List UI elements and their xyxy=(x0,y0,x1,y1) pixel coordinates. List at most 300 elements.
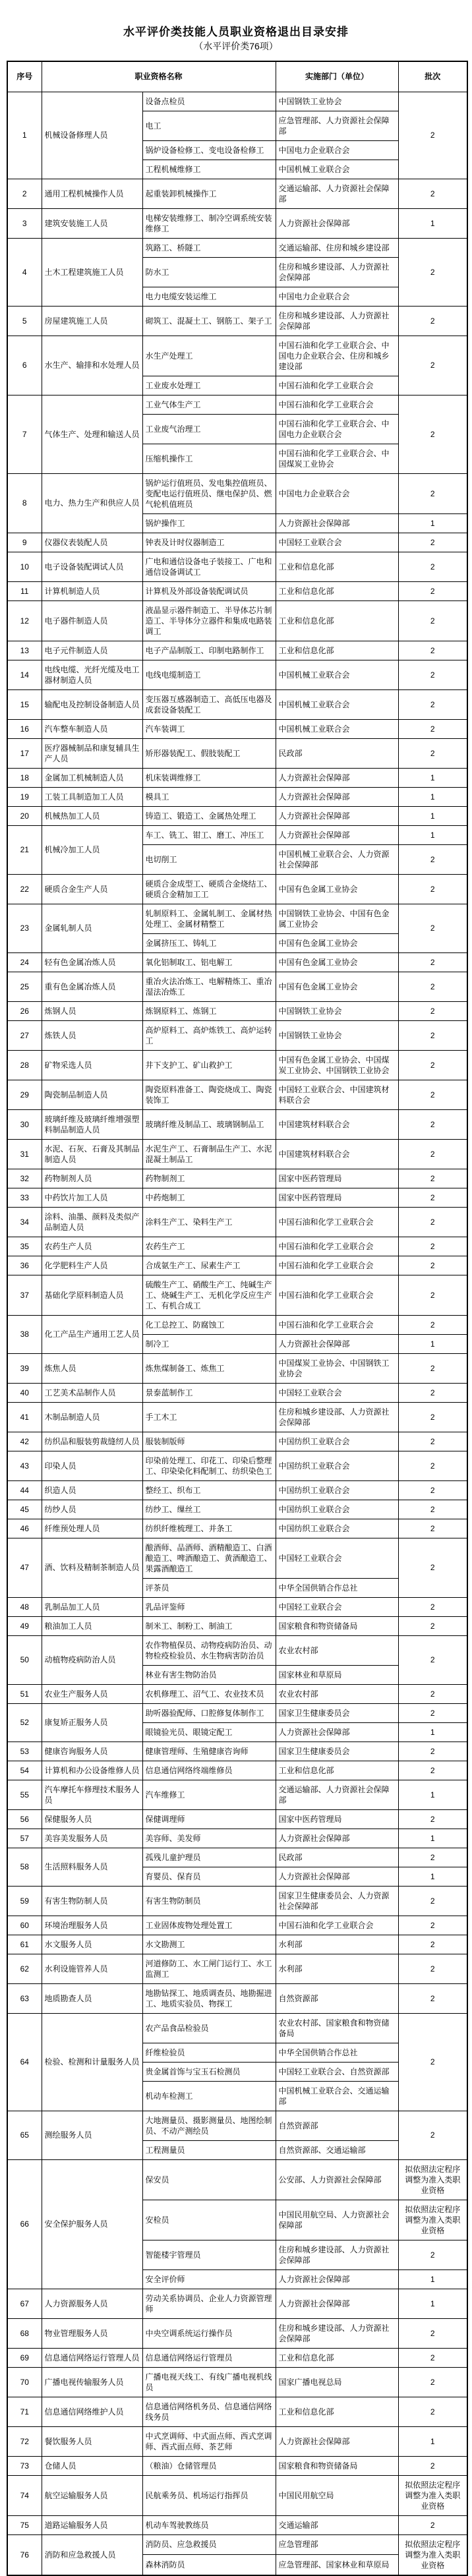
table-row xyxy=(7,2013,467,2043)
batch-cell: 1 xyxy=(398,1829,467,1848)
table-row xyxy=(7,1742,467,1761)
row-number-cell: 74 xyxy=(7,2475,42,2515)
row-number-cell: 70 xyxy=(7,2367,42,2397)
row-number-cell: 72 xyxy=(7,2426,42,2456)
department-cell: 中国纺织工业联合会 xyxy=(276,1500,398,1519)
batch-cell: 2 xyxy=(398,1538,467,1597)
department-cell: 中国石油和化学工业联合会、中国煤炭工业协会 xyxy=(276,444,398,473)
occupation-cell: 评茶员 xyxy=(142,1578,276,1597)
batch-cell: 2 xyxy=(398,1616,467,1635)
header-no: 序号 xyxy=(7,61,42,92)
header-name: 职业资格名称 xyxy=(42,61,276,92)
department-cell: 中国机械工业联合会 xyxy=(276,660,398,689)
department-cell: 中华全国供销合作总社 xyxy=(276,2043,398,2062)
table-row xyxy=(7,1519,467,1538)
table-row xyxy=(7,1761,467,1780)
row-number-cell: 69 xyxy=(7,2348,42,2367)
batch-cell: 2 xyxy=(398,1597,467,1616)
row-number-cell: 46 xyxy=(7,1519,42,1538)
batch-cell: 1 xyxy=(398,1867,467,1886)
table-row xyxy=(7,1256,467,1275)
occupation-cell: 电工 xyxy=(142,111,276,140)
table-row xyxy=(7,738,467,768)
table-row xyxy=(7,1616,467,1635)
occupation-cell: 森林消防员 xyxy=(142,2554,276,2575)
department-cell: 中国电力企业联合会 xyxy=(276,473,398,513)
row-number-cell: 37 xyxy=(7,1275,42,1315)
department-cell: 自然资源部 xyxy=(276,1983,398,2013)
department-cell: 中国电力企业联合会 xyxy=(276,287,398,306)
table-row xyxy=(7,238,467,257)
department-cell: 自然资源部、交通运输部 xyxy=(276,2140,398,2159)
batch-cell: 2 xyxy=(398,1383,467,1402)
table-row xyxy=(7,1188,467,1207)
category-cell: 重有色金属冶炼人员 xyxy=(42,972,142,1001)
row-number-cell: 22 xyxy=(7,874,42,904)
department-cell: 中国轻工业联合会 xyxy=(276,533,398,552)
batch-cell: 拟依照法定程序调整为准入类职业资格 xyxy=(398,2200,467,2240)
table-row xyxy=(7,600,467,641)
department-cell: 中国建筑材料联合会 xyxy=(276,1109,398,1139)
category-cell: 印染人员 xyxy=(42,1451,142,1480)
row-number-cell: 42 xyxy=(7,1432,42,1451)
table-row xyxy=(7,904,467,933)
category-cell: 仓储人员 xyxy=(42,2456,142,2475)
category-cell: 机械设备修理人员 xyxy=(42,92,142,179)
batch-cell: 1 xyxy=(398,2426,467,2456)
category-cell: 纺纱人员 xyxy=(42,1500,142,1519)
occupation-cell: 工程测量员 xyxy=(142,2140,276,2159)
row-number-cell: 76 xyxy=(7,2534,42,2575)
table-row xyxy=(7,395,467,414)
batch-cell: 2 xyxy=(398,395,467,473)
occupation-cell: 安全评价师 xyxy=(142,2269,276,2289)
category-cell: 动植物疫病防治人员 xyxy=(42,1635,142,1684)
batch-cell: 2 xyxy=(398,689,467,719)
occupation-cell: 矫形器装配工、假肢装配工 xyxy=(142,738,276,768)
category-cell: 检验、检测和计量服务人员 xyxy=(42,2013,142,2111)
department-cell: 农业农村部 xyxy=(276,1635,398,1665)
category-cell: 织造人员 xyxy=(42,1480,142,1500)
category-cell: 气体生产、处理和输送人员 xyxy=(42,395,142,473)
row-number-cell: 38 xyxy=(7,1315,42,1353)
row-number-cell: 13 xyxy=(7,641,42,660)
department-cell: 人力资源社会保障部 xyxy=(276,1334,398,1353)
category-cell: 炼铁人员 xyxy=(42,1020,142,1050)
department-cell: 中国有色金属工业协会 xyxy=(276,933,398,952)
table-row xyxy=(7,1703,467,1722)
row-number-cell: 66 xyxy=(7,2159,42,2289)
category-cell: 信息通信网络维护人员 xyxy=(42,2397,142,2426)
batch-cell: 2 xyxy=(398,904,467,952)
occupation-cell: 炼钢原料工、炼钢工 xyxy=(142,1001,276,1020)
table-row xyxy=(7,1780,467,1809)
category-cell: 建筑安装施工人员 xyxy=(42,208,142,238)
department-cell: 中国石油和化学工业联合会 xyxy=(276,1256,398,1275)
department-cell: 中国石油和化学工业联合会、中国电力企业联合会 xyxy=(276,414,398,444)
page-title: 水平评价类技能人员职业资格退出目录安排 xyxy=(123,26,349,38)
batch-cell: 2 xyxy=(398,1275,467,1315)
occupation-cell: 信息通信网络运行管理员 xyxy=(142,2348,276,2367)
row-number-cell: 5 xyxy=(7,306,42,336)
category-cell: 金属轧制人员 xyxy=(42,904,142,952)
batch-cell: 2 xyxy=(398,1935,467,1954)
table-row xyxy=(7,92,467,111)
table-row xyxy=(7,1109,467,1139)
category-cell: 美容美发服务人员 xyxy=(42,1829,142,1848)
category-cell: 电线电缆、光纤光缆及电工器材制造人员 xyxy=(42,660,142,689)
occupation-cell: 美容师、美发师 xyxy=(142,1829,276,1848)
batch-cell: 2 xyxy=(398,1256,467,1275)
department-cell: 住房和城乡建设部、人力资源社会保障部 xyxy=(276,257,398,287)
table-row xyxy=(7,2534,467,2554)
row-number-cell: 28 xyxy=(7,1050,42,1080)
batch-cell: 1 xyxy=(398,1780,467,1809)
occupation-cell: 锅炉设备检修工、变电设备检修工 xyxy=(142,140,276,160)
row-number-cell: 26 xyxy=(7,1001,42,1020)
occupation-cell: 硫酸生产工、硝酸生产工、纯碱生产工、烧碱生产工、无机化学反应生产工、有机合成工 xyxy=(142,1275,276,1315)
row-number-cell: 41 xyxy=(7,1402,42,1432)
table-row xyxy=(7,1829,467,1848)
occupation-cell: 轧制原料工、金属轧制工、金属材热处理工、金属材精整工 xyxy=(142,904,276,933)
occupation-cell: 有害生物防制员 xyxy=(142,1886,276,1916)
batch-cell: 拟依照法定程序调整为准入类职业资格 xyxy=(398,2475,467,2515)
occupation-cell: 河道修防工、水工闸门运行工、水工监测工 xyxy=(142,1954,276,1983)
batch-cell: 1 xyxy=(398,825,467,844)
batch-cell: 2 xyxy=(398,1954,467,1983)
department-cell: 国家粮食和物资储备局 xyxy=(276,1616,398,1635)
occupation-cell: 保安员 xyxy=(142,2159,276,2200)
department-cell: 住房和城乡建设部、人力资源社会保障部 xyxy=(276,2240,398,2269)
category-cell: 水文服务人员 xyxy=(42,1935,142,1954)
department-cell: 国家卫生健康委员会 xyxy=(276,1742,398,1761)
category-cell: 基础化学原料制造人员 xyxy=(42,1275,142,1315)
batch-cell: 1 xyxy=(398,768,467,787)
table-row xyxy=(7,660,467,689)
department-cell: 交通运输部 xyxy=(276,2515,398,2534)
batch-cell: 2 xyxy=(398,1402,467,1432)
batch-cell: 2 xyxy=(398,2348,467,2367)
occupation-cell: 金属挤压工、铸轧工 xyxy=(142,933,276,952)
category-cell: 电子设备装配调试人员 xyxy=(42,552,142,581)
department-cell: 中国钢铁工业协会 xyxy=(276,1020,398,1050)
category-cell: 粮油加工人员 xyxy=(42,1616,142,1635)
department-cell: 中国轻工业联合会 xyxy=(276,1383,398,1402)
row-number-cell: 30 xyxy=(7,1109,42,1139)
table-row xyxy=(7,1538,467,1578)
batch-cell: 2 xyxy=(398,1500,467,1519)
department-cell: 工业和信息化部 xyxy=(276,1761,398,1780)
occupation-cell: 大地测量员、摄影测量员、地图绘制员、不动产测绘员 xyxy=(142,2111,276,2140)
category-cell: 玻璃纤维及玻璃纤维增强塑料制品制造人员 xyxy=(42,1109,142,1139)
department-cell: 工业和信息化部 xyxy=(276,600,398,641)
occupation-cell: 景泰蓝制作工 xyxy=(142,1383,276,1402)
row-number-cell: 64 xyxy=(7,2013,42,2111)
batch-cell: 2 xyxy=(398,1809,467,1829)
occupation-cell: 信息通信网络终端维修员 xyxy=(142,1761,276,1780)
department-cell: 中国电力企业联合会 xyxy=(276,140,398,160)
occupation-cell: 电线电缆制造工 xyxy=(142,660,276,689)
department-cell: 公安部、人力资源社会保障部 xyxy=(276,2159,398,2200)
department-cell: 人力资源社会保障部 xyxy=(276,513,398,533)
occupation-cell: 纺纱工、缫丝工 xyxy=(142,1500,276,1519)
row-number-cell: 56 xyxy=(7,1809,42,1829)
department-cell: 中国石油和化学工业联合会 xyxy=(276,1315,398,1334)
batch-cell: 拟依照法定程序调整为准入类职业资格 xyxy=(398,2534,467,2575)
department-cell: 中国轻工业联合会、自然资源部 xyxy=(276,2062,398,2081)
occupation-cell: 贵金属首饰与宝玉石检测员 xyxy=(142,2062,276,2081)
department-cell: 人力资源社会保障部 xyxy=(276,208,398,238)
department-cell: 中国石油和化学工业联合会 xyxy=(276,1275,398,1315)
category-cell: 道路运输服务人员 xyxy=(42,2515,142,2534)
occupation-cell: 硬质合金成型工、硬质合金烧结工、硬质合金精加工工 xyxy=(142,874,276,904)
department-cell: 人力资源社会保障部 xyxy=(276,2269,398,2289)
occupation-cell: 水泥生产工、石膏制品生产工、水泥混凝土制品工 xyxy=(142,1139,276,1169)
department-cell: 中国轻工业联合会、中国建筑材料联合会 xyxy=(276,1080,398,1109)
batch-cell: 2 xyxy=(398,1761,467,1780)
department-cell: 中国石油和化学工业联合会 xyxy=(276,395,398,414)
category-cell: 电子器件制造人员 xyxy=(42,600,142,641)
row-number-cell: 51 xyxy=(7,1684,42,1703)
occupation-cell: 钟表及计时仪器制造工 xyxy=(142,533,276,552)
occupation-cell: 工业固体废物处理处置工 xyxy=(142,1916,276,1935)
department-cell: 民政部 xyxy=(276,1848,398,1867)
batch-cell: 2 xyxy=(398,1742,467,1761)
row-number-cell: 57 xyxy=(7,1829,42,1848)
batch-cell: 2 xyxy=(398,2367,467,2397)
batch-cell: 1 xyxy=(398,208,467,238)
row-number-cell: 6 xyxy=(7,336,42,395)
row-number-cell: 62 xyxy=(7,1954,42,1983)
department-cell: 人力资源社会保障部 xyxy=(276,1722,398,1742)
occupation-cell: 劳动关系协调员、企业人力资源管理师 xyxy=(142,2289,276,2318)
table-row xyxy=(7,306,467,336)
batch-cell: 2 xyxy=(398,1451,467,1480)
table-body xyxy=(7,92,467,2575)
department-cell: 中国民用航空局 xyxy=(276,2475,398,2515)
category-cell: 工艺美术品制作人员 xyxy=(42,1383,142,1402)
table-row xyxy=(7,1402,467,1432)
row-number-cell: 9 xyxy=(7,533,42,552)
row-number-cell: 17 xyxy=(7,738,42,768)
batch-cell: 2 xyxy=(398,660,467,689)
occupation-cell: 中式烹调师、中式面点师、西式烹调师、西式面点师、茶艺师 xyxy=(142,2426,276,2456)
category-cell: 地质勘查人员 xyxy=(42,1983,142,2013)
occupation-cell: 电切削工 xyxy=(142,844,276,874)
occupation-cell: 纤维检验员 xyxy=(142,2043,276,2062)
occupation-cell: 水文勘测工 xyxy=(142,1935,276,1954)
category-cell: 水泥、石灰、石膏及其制品制造人员 xyxy=(42,1139,142,1169)
department-cell: 中国有色金属工业协会、中国煤炭工业协会、中国钢铁工业协会 xyxy=(276,1050,398,1080)
table-row xyxy=(7,768,467,787)
category-cell: 轻有色金属冶炼人员 xyxy=(42,952,142,972)
department-cell: 人力资源社会保障部 xyxy=(276,2289,398,2318)
department-cell: 人力资源社会保障部 xyxy=(276,1829,398,1848)
category-cell: 广播电视传输服务人员 xyxy=(42,2367,142,2397)
batch-cell: 2 xyxy=(398,2456,467,2475)
table-row xyxy=(7,1916,467,1935)
batch-cell: 2 xyxy=(398,1916,467,1935)
category-cell: 电力、热力生产和供应人员 xyxy=(42,473,142,533)
table-row xyxy=(7,1983,467,2013)
department-cell: 应急管理部、国家林业和草原局 xyxy=(276,2554,398,2575)
category-cell: 木制品制造人员 xyxy=(42,1402,142,1432)
row-number-cell: 44 xyxy=(7,1480,42,1500)
batch-cell: 2 xyxy=(398,1480,467,1500)
occupation-cell: 化工总控工、防腐蚀工 xyxy=(142,1315,276,1334)
batch-cell: 2 xyxy=(398,874,467,904)
department-cell: 人力资源社会保障部 xyxy=(276,768,398,787)
department-cell: 住房和城乡建设部、人力资源社会保障部 xyxy=(276,1402,398,1432)
batch-cell: 2 xyxy=(398,2318,467,2348)
row-number-cell: 16 xyxy=(7,719,42,738)
category-cell: 物业管理服务人员 xyxy=(42,2318,142,2348)
table-row xyxy=(7,2475,467,2515)
department-cell: 人力资源社会保障部 xyxy=(276,806,398,825)
occupation-cell: 高炉原料工、高炉炼铁工、高炉运转工 xyxy=(142,1020,276,1050)
category-cell: 矿物采选人员 xyxy=(42,1050,142,1080)
table-row xyxy=(7,2397,467,2426)
table-row xyxy=(7,2348,467,2367)
row-number-cell: 58 xyxy=(7,1848,42,1886)
occupation-cell: 乳品评鉴师 xyxy=(142,1597,276,1616)
category-cell: 健康咨询服务人员 xyxy=(42,1742,142,1761)
occupation-cell: 机动车检测工 xyxy=(142,2081,276,2111)
row-number-cell: 73 xyxy=(7,2456,42,2475)
batch-cell: 2 xyxy=(398,972,467,1001)
department-cell: 中国钢铁工业协会 xyxy=(276,92,398,111)
category-cell: 土木工程建筑施工人员 xyxy=(42,238,142,306)
occupation-cell: 计算机及外部设备装配调试员 xyxy=(142,581,276,600)
table-row xyxy=(7,689,467,719)
occupation-cell: 防水工 xyxy=(142,257,276,287)
department-cell: 应急管理部、人力资源社会保障部 xyxy=(276,111,398,140)
department-cell: 应急管理部 xyxy=(276,2534,398,2554)
department-cell: 水利部 xyxy=(276,1954,398,1983)
row-number-cell: 8 xyxy=(7,473,42,533)
category-cell: 陶瓷制品制造人员 xyxy=(42,1080,142,1109)
table-row xyxy=(7,1480,467,1500)
page-subtitle: （水平评价类76项） xyxy=(194,41,278,51)
department-cell: 国家中医药管理局 xyxy=(276,1809,398,1829)
category-cell: 化工产品生产通用工艺人员 xyxy=(42,1315,142,1353)
batch-cell: 2 xyxy=(398,2515,467,2534)
row-number-cell: 33 xyxy=(7,1188,42,1207)
occupation-cell: 酿酒师、品酒师、酒精酿造工、白酒酿造工、啤酒酿造工、黄酒酿造工、果露酒酿造工 xyxy=(142,1538,276,1578)
category-cell: 化学肥料生产人员 xyxy=(42,1256,142,1275)
occupation-cell: 纺织纤维梳理工、并条工 xyxy=(142,1519,276,1538)
table-row xyxy=(7,825,467,844)
row-number-cell: 4 xyxy=(7,238,42,306)
category-cell: 环境治理服务人员 xyxy=(42,1916,142,1935)
table-row xyxy=(7,1848,467,1867)
department-cell: 中国机械工业联合会、人力资源社会保障部 xyxy=(276,844,398,874)
occupation-cell: 手工木工 xyxy=(142,1402,276,1432)
department-cell: 中国机械工业联合会 xyxy=(276,719,398,738)
category-cell: 金属加工机械制造人员 xyxy=(42,768,142,787)
table-row xyxy=(7,1139,467,1169)
row-number-cell: 1 xyxy=(7,92,42,179)
batch-cell: 2 xyxy=(398,1109,467,1139)
table-row xyxy=(7,552,467,581)
department-cell: 住房和城乡建设部、人力资源社会保障部 xyxy=(276,306,398,336)
batch-cell: 2 xyxy=(398,2397,467,2426)
department-cell: 中国纺织工业联合会 xyxy=(276,1519,398,1538)
table-row xyxy=(7,1001,467,1020)
department-cell: 中国机械工业联合会、交通运输部 xyxy=(276,2081,398,2111)
table-row xyxy=(7,1451,467,1480)
occupation-cell: 健康管理师、生殖健康咨询师 xyxy=(142,1742,276,1761)
category-cell: 乳制品加工人员 xyxy=(42,1597,142,1616)
category-cell: 汽车整车制造人员 xyxy=(42,719,142,738)
batch-cell: 2 xyxy=(398,1432,467,1451)
occupation-cell: 消防员、应急救援员 xyxy=(142,2534,276,2554)
occupation-cell: 民航乘务员、机场运行指挥员 xyxy=(142,2475,276,2515)
row-number-cell: 3 xyxy=(7,208,42,238)
department-cell: 人力资源社会保障部 xyxy=(276,2426,398,2456)
category-cell: 药物制剂人员 xyxy=(42,1169,142,1188)
occupation-cell: 液晶显示器件制造工、半导体芯片制造工、半导体分立器件和集成电路装调工 xyxy=(142,600,276,641)
department-cell: 中国石油和化学工业联合会 xyxy=(276,376,398,395)
category-cell: 人力资源服务人员 xyxy=(42,2289,142,2318)
category-cell: 炼焦人员 xyxy=(42,1353,142,1383)
occupation-cell: 模具工 xyxy=(142,787,276,806)
row-number-cell: 52 xyxy=(7,1703,42,1742)
category-cell: 工装工具制造加工人员 xyxy=(42,787,142,806)
department-cell: 中国石油和化学工业联合会 xyxy=(276,1237,398,1256)
occupation-cell: 智能楼宇管理员 xyxy=(142,2240,276,2269)
table-row xyxy=(7,1886,467,1916)
batch-cell: 2 xyxy=(398,738,467,768)
category-cell: 酒、饮料及精制茶制造人员 xyxy=(42,1538,142,1597)
occupation-cell: 眼镜验光员、眼镜定配工 xyxy=(142,1722,276,1742)
row-number-cell: 67 xyxy=(7,2289,42,2318)
department-cell: 中国纺织工业联合会 xyxy=(276,1480,398,1500)
department-cell: 中国钢铁工业协会 xyxy=(276,1001,398,1020)
row-number-cell: 21 xyxy=(7,825,42,874)
batch-cell: 1 xyxy=(398,1722,467,1742)
batch-cell: 2 xyxy=(398,1635,467,1684)
row-number-cell: 29 xyxy=(7,1080,42,1109)
occupation-cell: 制冷工 xyxy=(142,1334,276,1353)
department-cell: 水利部 xyxy=(276,1935,398,1954)
table-row xyxy=(7,1237,467,1256)
row-number-cell: 43 xyxy=(7,1451,42,1480)
batch-cell: 2 xyxy=(398,1983,467,2013)
category-cell: 炼钢人员 xyxy=(42,1001,142,1020)
occupation-cell: 中药炮制工 xyxy=(142,1188,276,1207)
table-row xyxy=(7,1383,467,1402)
department-cell: 中国纺织工业联合会 xyxy=(276,1432,398,1451)
department-cell: 中国石油和化学工业联合会 xyxy=(276,1207,398,1237)
occupation-cell: 农药生产工 xyxy=(142,1237,276,1256)
occupation-cell: （粮油）仓储管理员 xyxy=(142,2456,276,2475)
category-cell: 房屋建筑施工人员 xyxy=(42,306,142,336)
batch-cell: 2 xyxy=(398,533,467,552)
batch-cell: 2 xyxy=(398,2013,467,2111)
occupation-cell: 变压器互感器制造工、高低压电器及成套设备装配工 xyxy=(142,689,276,719)
batch-cell: 2 xyxy=(398,1207,467,1237)
department-cell: 中华全国供销合作总社 xyxy=(276,1578,398,1597)
department-cell: 国家广播电视总局 xyxy=(276,2367,398,2397)
batch-cell: 1 xyxy=(398,1334,467,1353)
row-number-cell: 63 xyxy=(7,1983,42,2013)
department-cell: 住房和城乡建设部、人力资源社会保障部 xyxy=(276,2318,398,2348)
occupation-cell: 水生产处理工 xyxy=(142,336,276,376)
batch-cell: 1 xyxy=(398,2289,467,2318)
batch-cell: 拟依照法定程序调整为准入类职业资格 xyxy=(398,2159,467,2200)
batch-cell: 2 xyxy=(398,952,467,972)
